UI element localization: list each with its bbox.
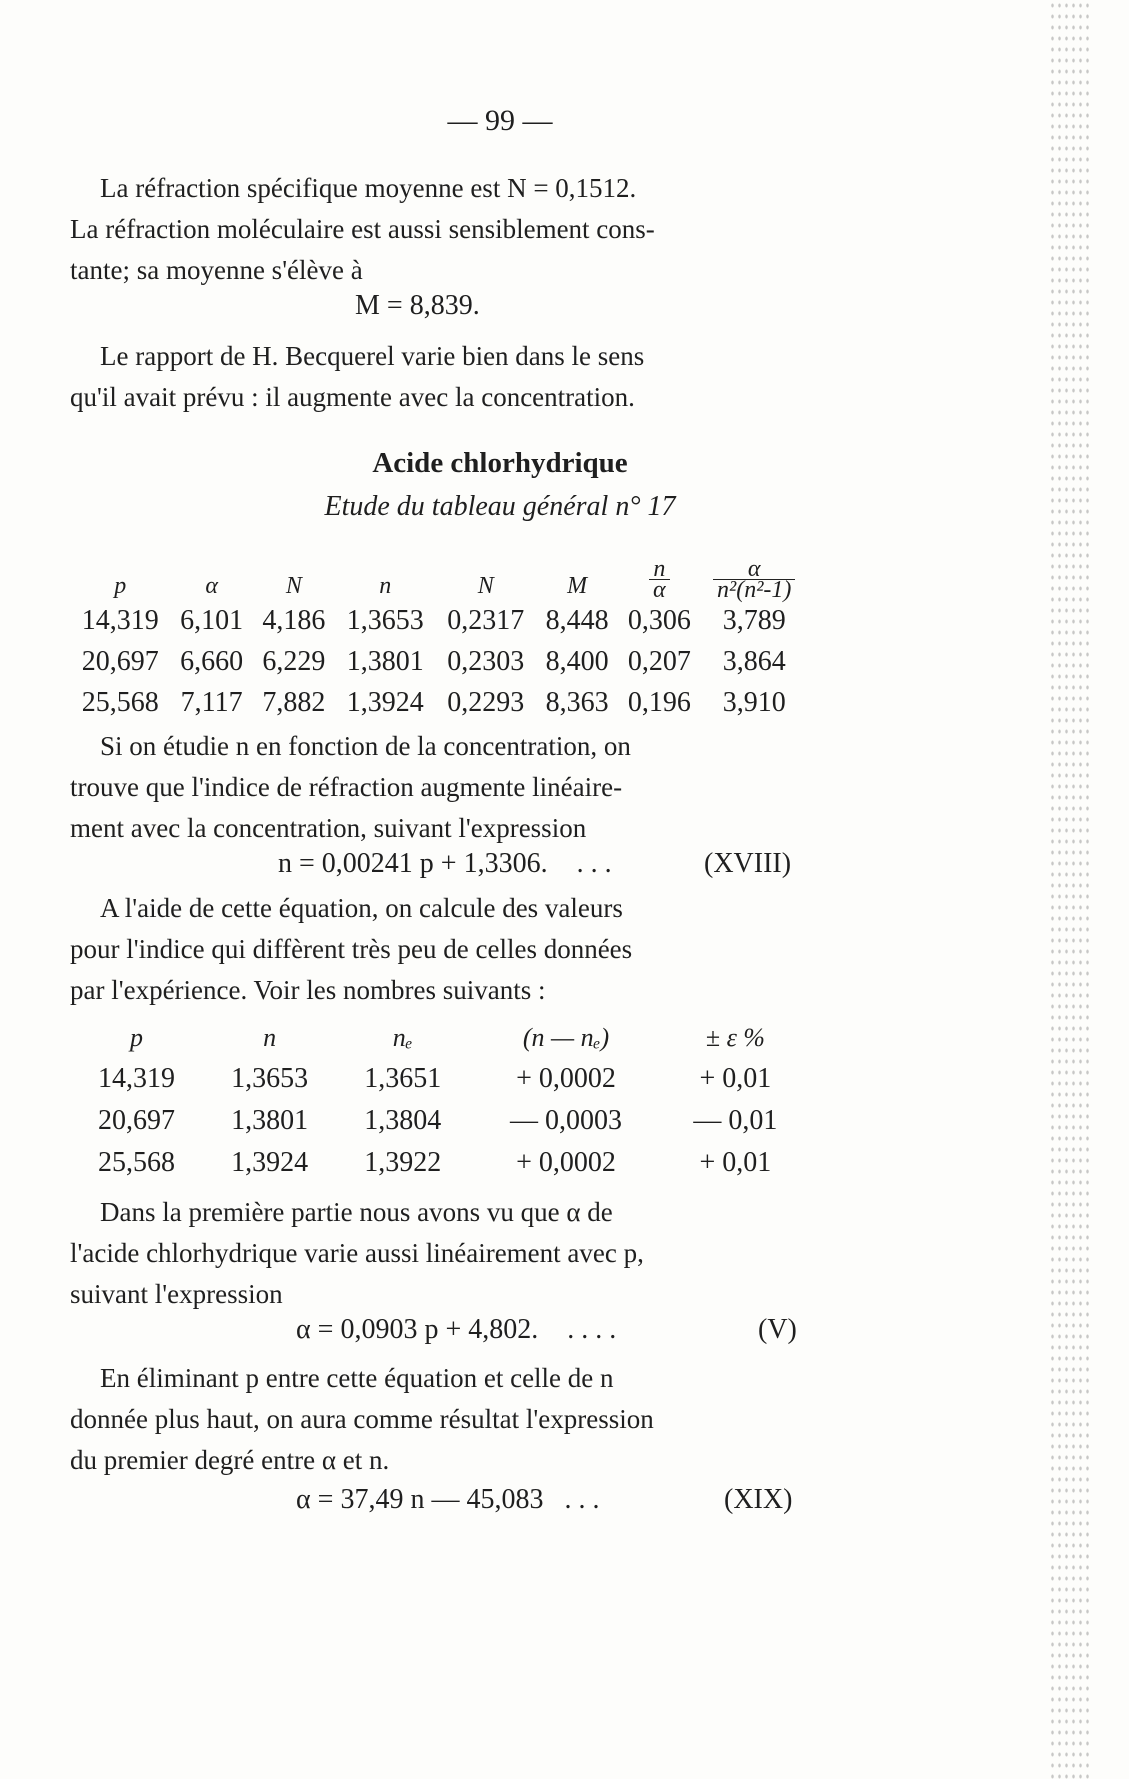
fraction-numerator: n (649, 559, 670, 580)
paragraph-first-part (70, 1192, 805, 1315)
cell: 8,400 (545, 645, 609, 677)
cell: + 0,0002 (516, 1147, 616, 1178)
equation-XVIII (278, 848, 612, 880)
cell: + 0,01 (699, 1063, 772, 1094)
table-header-row (70, 540, 808, 600)
text-line: Dans la première partie nous avons vu que α de (100, 1197, 613, 1227)
cell: + 0,0002 (516, 1063, 616, 1094)
text-line: Si on étudie n en fonction de la concentration, on (100, 731, 631, 761)
table-header-row (70, 1018, 808, 1058)
cell: 14,319 (81, 604, 159, 636)
cell: 3,864 (722, 645, 786, 677)
table-row (70, 1100, 808, 1142)
equation-dots: . . . (564, 1484, 600, 1515)
cell: 1,3924 (231, 1147, 309, 1178)
text-line: par l'expérience. Voir les nombres suivants : (70, 975, 546, 1005)
cell: 7,882 (262, 686, 326, 718)
equation-M: M = 8,839. (355, 290, 480, 321)
cell: 14,319 (98, 1063, 176, 1094)
cell: 20,697 (98, 1105, 176, 1136)
text-line: donnée plus haut, on aura comme résultat l'expression (70, 1404, 654, 1434)
table-row (70, 682, 808, 723)
text-line: pour l'indice qui diffèrent très peu de celles données (70, 934, 633, 964)
column-header: M (567, 573, 588, 599)
column-header: n (379, 573, 392, 599)
page-number: — 99 — (447, 104, 553, 137)
paragraph-calculation (70, 888, 805, 1011)
table-row (70, 1142, 808, 1184)
text-line: suivant l'expression (70, 1279, 283, 1309)
column-header-fraction (700, 540, 808, 603)
equation-dots: . . . . (567, 1314, 617, 1345)
cell: — 0,0003 (510, 1105, 623, 1136)
cell: 0,207 (627, 645, 691, 677)
cell: 7,117 (180, 686, 243, 718)
column-header: N (285, 573, 302, 599)
cell: 0,306 (627, 604, 691, 636)
table-row (70, 641, 808, 682)
text-line: ment avec la concentration, suivant l'expression (70, 813, 587, 843)
text-line: du premier degré entre α et n. (70, 1445, 390, 1475)
equation-XIX (296, 1484, 599, 1516)
section-subheading: Etude du tableau général n° 17 (324, 491, 676, 522)
column-header: N (477, 573, 494, 599)
paragraph-becquerel (70, 336, 805, 418)
cell: 8,448 (545, 604, 609, 636)
column-header: (n — nₑ) (522, 1023, 610, 1052)
cell: 1,3653 (346, 604, 424, 636)
cell: 0,2317 (447, 604, 525, 636)
paragraph-linear-index (70, 726, 805, 849)
cell: 1,3801 (346, 645, 424, 677)
table-general-17 (70, 540, 808, 723)
equation-label: (V) (758, 1314, 797, 1345)
table-comparison (70, 1018, 808, 1184)
paragraph-refraction (70, 168, 805, 291)
cell: 1,3804 (364, 1105, 442, 1136)
cell: 1,3922 (364, 1147, 442, 1178)
text-line: A l'aide de cette équation, on calcule des valeurs (100, 893, 623, 923)
equation-label: (XVIII) (704, 848, 792, 879)
text-line: La réfraction spécifique moyenne est N = 0,1512. (100, 173, 637, 203)
cell: 1,3653 (231, 1063, 309, 1094)
text-line: qu'il avait prévu : il augmente avec la concentration. (70, 382, 635, 412)
equation-label: (XIX) (724, 1484, 793, 1515)
cell: 3,910 (722, 686, 786, 718)
column-header: ± ε % (705, 1023, 765, 1052)
text-line: La réfraction moléculaire est aussi sensiblement cons- (70, 214, 655, 244)
cell: 1,3801 (231, 1105, 309, 1136)
column-header-fraction (618, 540, 700, 603)
text-line: En éliminant p entre cette équation et celle de n (100, 1363, 614, 1393)
cell: 8,363 (545, 686, 609, 718)
column-header: nₑ (392, 1023, 413, 1052)
cell: 4,186 (262, 604, 326, 636)
cell: 20,697 (81, 645, 159, 677)
section-heading: Acide chlorhydrique (372, 447, 628, 479)
cell: 0,2293 (447, 686, 525, 718)
cell: 25,568 (98, 1147, 176, 1178)
paragraph-elimination (70, 1358, 805, 1481)
cell: 1,3651 (364, 1063, 442, 1094)
equation-dots: . . . (576, 848, 612, 879)
scan-edge-noise (1049, 0, 1089, 1779)
cell: 6,101 (180, 604, 244, 636)
text-line: l'acide chlorhydrique varie aussi linéairement avec p, (70, 1238, 644, 1268)
equation-expression: α = 37,49 n — 45,083 (296, 1484, 544, 1515)
cell: 6,229 (262, 645, 326, 677)
text-line: Le rapport de H. Becquerel varie bien dans le sens (100, 341, 645, 371)
cell: 0,196 (627, 686, 691, 718)
column-header: p (130, 1023, 144, 1052)
fraction-denominator: α (653, 577, 666, 603)
cell: 1,3924 (346, 686, 424, 718)
cell: — 0,01 (693, 1105, 778, 1136)
cell: 3,789 (722, 604, 786, 636)
fraction-numerator: α (713, 559, 795, 580)
text-line: tante; sa moyenne s'élève à (70, 255, 363, 285)
column-header: n (263, 1023, 277, 1052)
cell: 0,2303 (447, 645, 525, 677)
equation-expression: n = 0,00241 p + 1,3306. (278, 848, 548, 879)
column-header: p (114, 573, 127, 599)
cell: 6,660 (180, 645, 244, 677)
table-row (70, 1058, 808, 1100)
table-row (70, 600, 808, 641)
cell: 25,568 (81, 686, 159, 718)
cell: + 0,01 (699, 1147, 772, 1178)
equation-expression: α = 0,0903 p + 4,802. (296, 1314, 539, 1345)
fraction-denominator: n²(n²-1) (717, 577, 792, 603)
text-line: trouve que l'indice de réfraction augmente linéaire- (70, 772, 623, 802)
equation-V (296, 1314, 616, 1346)
column-header: α (205, 573, 218, 599)
